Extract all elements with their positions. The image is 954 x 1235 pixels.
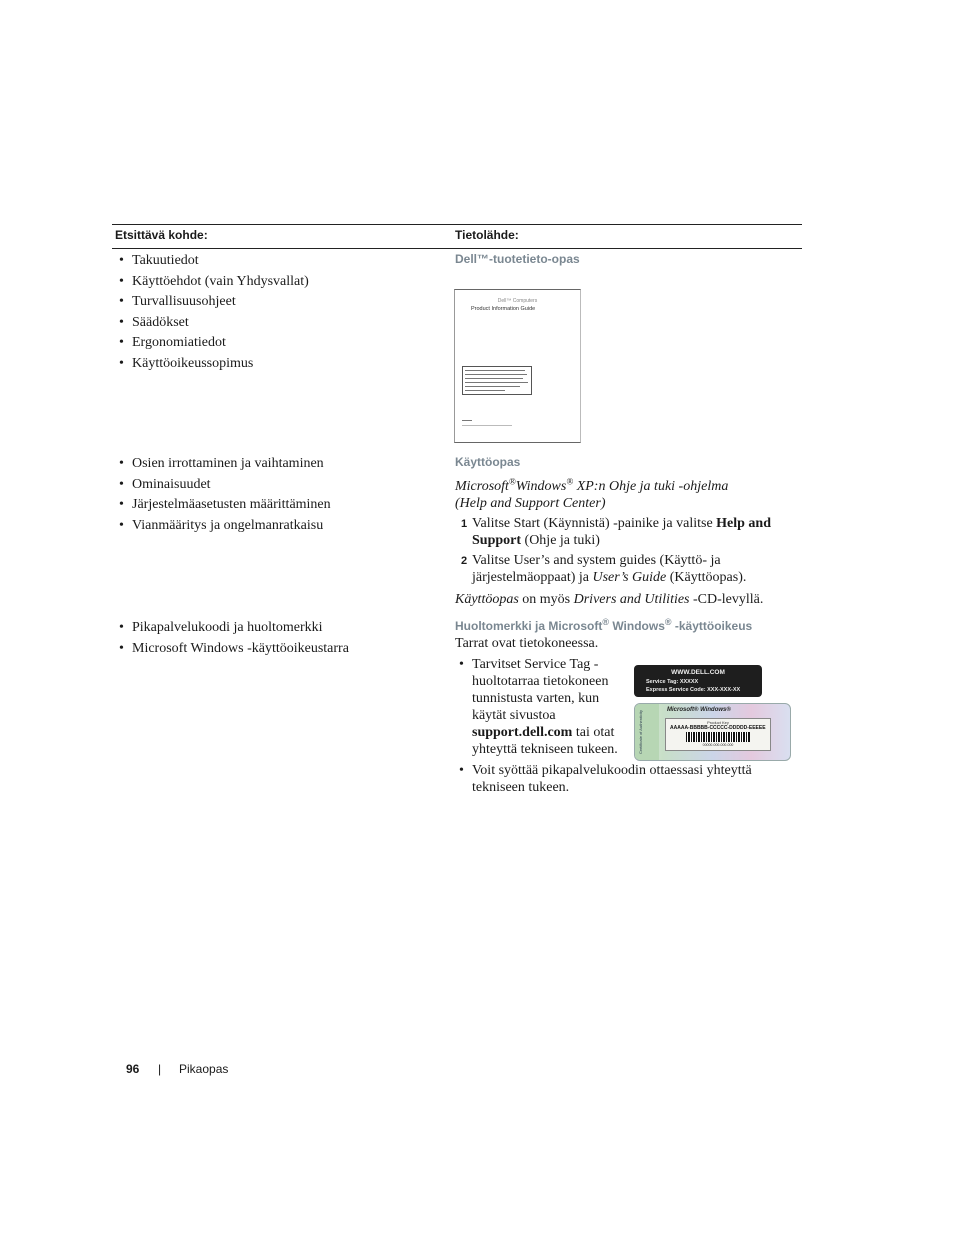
- table-top-rule: [112, 224, 802, 225]
- cd-note: Käyttöopas on myös Drivers and Utilities -CD-levyllä.: [455, 592, 764, 607]
- product-key-card: Product Key AAAAA-BBBBB-CCCCC-DDDDD-EEEEE 00000-000-000-000: [665, 718, 771, 751]
- header-looking-for: Etsittävä kohde:: [115, 228, 208, 242]
- list-item: • Ergonomiatiedot: [118, 333, 438, 354]
- list-item: • Voit syöttää pikapalvelukoodin ottaessasi yhteyttä tekniseen tukeen.: [455, 762, 802, 796]
- page-number: 96: [126, 1062, 140, 1076]
- list-item: • Tarvitset Service Tag - huoltotarraa tietokoneen tunnistusta varten, kun käytät sivustoa support.dell.com tai otat yhteyttä tekniseen tukeen.: [455, 656, 622, 758]
- source-title: Huoltomerkki ja Microsoft® Windows® -käyttöoikeus: [455, 617, 753, 633]
- list-item: • Säädökset: [118, 313, 438, 334]
- step-1: 1 Valitse Start (Käynnistä) -painike ja valitse Help and Support (Ohje ja tuki): [461, 516, 772, 548]
- guide-brand: Dell™ Computers: [497, 298, 538, 304]
- list-item: • Takuutiedot: [118, 251, 438, 272]
- list-item: • Järjestelmäasetusten määrittäminen: [118, 495, 438, 516]
- list-item: • Käyttöoikeussopimus: [118, 354, 438, 375]
- list-item: • Microsoft Windows -käyttöoikeustarra: [118, 639, 438, 660]
- list-item: • Ominaisuudet: [118, 475, 438, 496]
- list-item: • Pikapalvelukoodi ja huoltomerkki: [118, 618, 438, 639]
- windows-logo: Microsoft® Windows®: [667, 707, 731, 713]
- row-source: [455, 251, 802, 268]
- list-item: • Turvallisuusohjeet: [118, 292, 438, 313]
- footer-section: Pikaopas: [179, 1062, 229, 1076]
- row-source: [455, 454, 802, 608]
- list-item: • Osien irrottaminen ja vaihtaminen: [118, 454, 438, 475]
- step-2: 2 Valitse User’s and system guides (Käyttö- ja järjestelmäoppaat) ja User’s Guide (Käyttöopas).: [461, 553, 747, 585]
- labels-intro: Tarrat ovat tietokoneessa.: [455, 636, 599, 651]
- help-center-subtitle: (Help and Support Center): [455, 496, 606, 511]
- list-item: • Käyttöehdot (vain Yhdysvallat): [118, 272, 438, 293]
- row-items: [118, 618, 438, 659]
- source-title: Dell™-tuotetieto-opas: [455, 252, 580, 266]
- list-item: • Vianmääritys ja ongelmanratkaisu: [118, 516, 438, 537]
- header-rule: [112, 248, 802, 249]
- help-center-title: Microsoft®Windows® XP:n Ohje ja tuki -ohjelma: [455, 476, 729, 494]
- product-guide-thumbnail: [454, 289, 581, 443]
- guide-title: Product Information Guide: [471, 306, 536, 312]
- row-items: [118, 251, 438, 374]
- barcode: [686, 732, 750, 742]
- row-items: [118, 454, 438, 536]
- source-title: Käyttöopas: [455, 455, 521, 469]
- service-tag-label: WWW.DELL.COM Service Tag: XXXXX Express Service Code: XXX-XXX-XX: [634, 665, 762, 697]
- footer-separator: |: [158, 1062, 162, 1076]
- header-source: Tietolähde:: [455, 228, 519, 242]
- windows-license-label: Certificate of Authenticity Microsoft® Windows® Product Key AAAAA-BBBBB-CCCCC-DDDDD-EEEEE 00000-000-000-000: [634, 703, 791, 761]
- guide-warning-box: [462, 366, 532, 395]
